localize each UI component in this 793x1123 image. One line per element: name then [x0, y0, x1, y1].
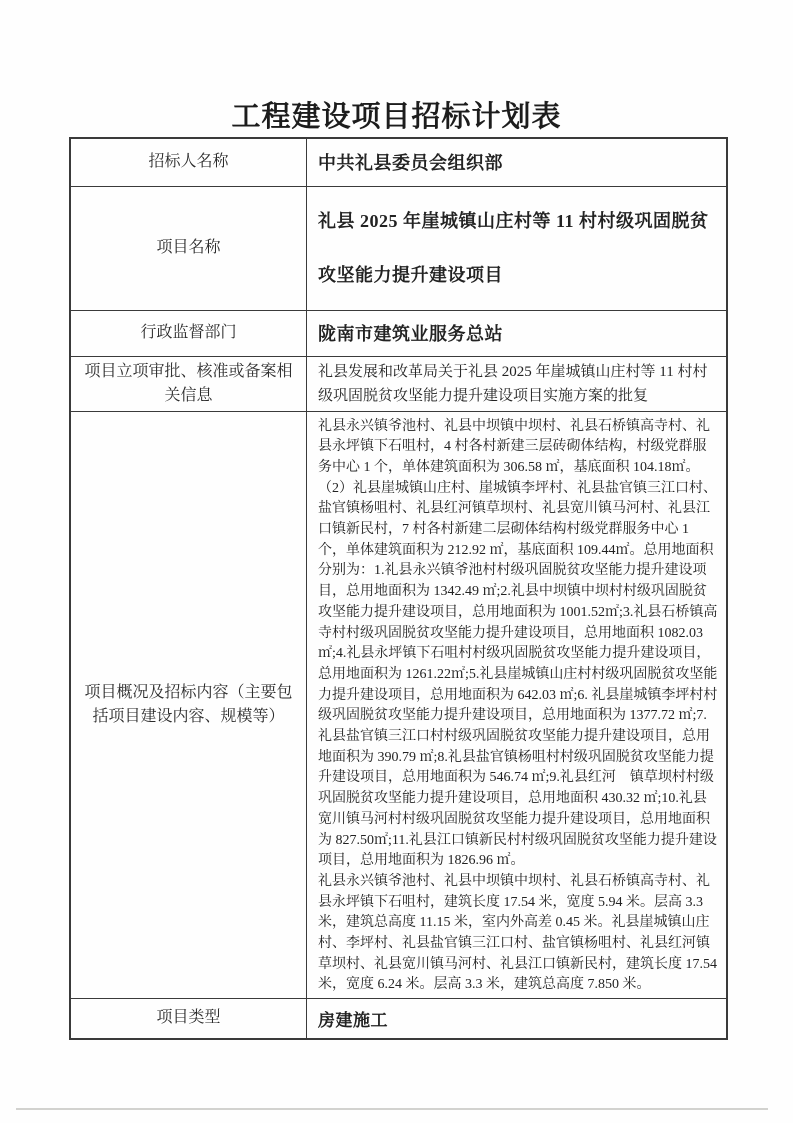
row-value-supervision-department: 陇南市建筑业服务总站	[307, 310, 728, 356]
row-value-bidder-name: 中共礼县委员会组织部	[307, 138, 728, 186]
table-row-project-type	[70, 999, 727, 1039]
row-value-approval-info: 礼县发展和改革局关于礼县 2025 年崖城镇山庄村等 11 村村级巩固脱贫攻坚能力提升建设项目实施方案的批复	[307, 356, 728, 411]
row-label-supervision-department: 行政监督部门	[70, 310, 307, 356]
row-label-project-type: 项目类型	[70, 999, 307, 1039]
row-value-project-overview	[307, 411, 728, 999]
row-label-project-name: 项目名称	[70, 186, 307, 310]
table-row-approval-info	[70, 356, 727, 411]
row-value-project-type: 房建施工	[307, 999, 728, 1039]
table-row-bidder-name	[70, 138, 727, 186]
row-label-approval-info: 项目立项审批、核准或备案相关信息	[70, 356, 307, 411]
table-row-project-name	[70, 186, 727, 310]
page-title: 工程建设项目招标计划表	[231, 101, 562, 133]
row-label-project-overview: 项目概况及招标内容（主要包括项目建设内容、规模等）	[70, 411, 307, 999]
page-bottom-scan-line	[16, 1108, 768, 1110]
row-value-project-name: 礼县 2025 年崖城镇山庄村等 11 村村级巩固脱贫攻坚能力提升建设项目	[307, 186, 728, 310]
row-label-bidder-name: 招标人名称	[70, 138, 307, 186]
project-overview-paragraph-1: 礼县永兴镇爷池村、礼县中坝镇中坝村、礼县石桥镇高寺村、礼县永坪镇下石咀村，4 村各村新建三层砖砌体结构，村级党群服务中心 1 个，单体建筑面积为 306.58 ㎡，基底面积 104.18㎡。（2）礼县崖城镇山庄村、崖城镇李坪村、礼县盐官镇三江口村、盐官镇杨咀村、礼县红河镇草坝村、礼县宽川镇马河村、礼县江口镇新民村，7 村各村新建二层砌体结构村级党群服务中心 1 个，单体建筑面积为 212.92 ㎡，基底面积 109.44㎡。总用地面积分别为：1.礼县永兴镇爷池村村级巩固脱贫攻坚能力提升建设项目，总用地面积为 1342.49 ㎡;2.礼县中坝镇中坝村村级巩固脱贫攻坚能力提升建设项目，总用地面积为 1001.52㎡;3.礼县石桥镇高寺村村级巩固脱贫攻坚能力提升建设项目，总用地面积 1082.03㎡;4.礼县永坪镇下石咀村村级巩固脱贫攻坚能力提升建设项目，总用地面积为 1261.22㎡;5.礼县崖城镇山庄村村级巩固脱贫攻坚能力提升建设项目，总用地面积为 642.03 ㎡;6. 礼县崖城镇李坪村村级巩固脱贫攻坚能力提升建设项目，总用地面积为 1377.72 ㎡;7.礼县盐官镇三江口村村级巩固脱贫攻坚能力提升建设项目，总用地面积为 390.79 ㎡;8.礼县盐官镇杨咀村村级巩固脱贫攻坚能力提升建设项目，总用地面积为 546.74 ㎡;9.礼县红河 镇草坝村村级巩固脱贫攻坚能力提升建设项目，总用地面积 430.32 ㎡;10.礼县宽川镇马河村村级巩固脱贫攻坚能力提升建设项目，总用地面积为 827.50㎡;11.礼县江口镇新民村村级巩固脱贫攻坚能力提升建设项目，总用地面积为 1826.96 ㎡。	[318, 418, 718, 869]
project-overview-paragraph-2: 礼县永兴镇爷池村、礼县中坝镇中坝村、礼县石桥镇高寺村、礼县永坪镇下石咀村，建筑长度 17.54 米，宽度 5.94 米。层高 3.3 米，建筑总高度 11.15 米，室内外高差 0.45 米。礼县崖城镇山庄村、李坪村、礼县盐官镇三江口村、盐官镇杨咀村、礼县红河镇草坝村、礼县宽川镇马河村、礼县江口镇新民村，建筑长度 17.54 米，宽度 6.24 米。层高 3.3 米，建筑总高度 7.850 米。	[318, 873, 717, 993]
bidding-plan-table	[69, 137, 728, 1040]
table-row-project-overview	[70, 411, 727, 999]
table-row-supervision-department	[70, 310, 727, 356]
